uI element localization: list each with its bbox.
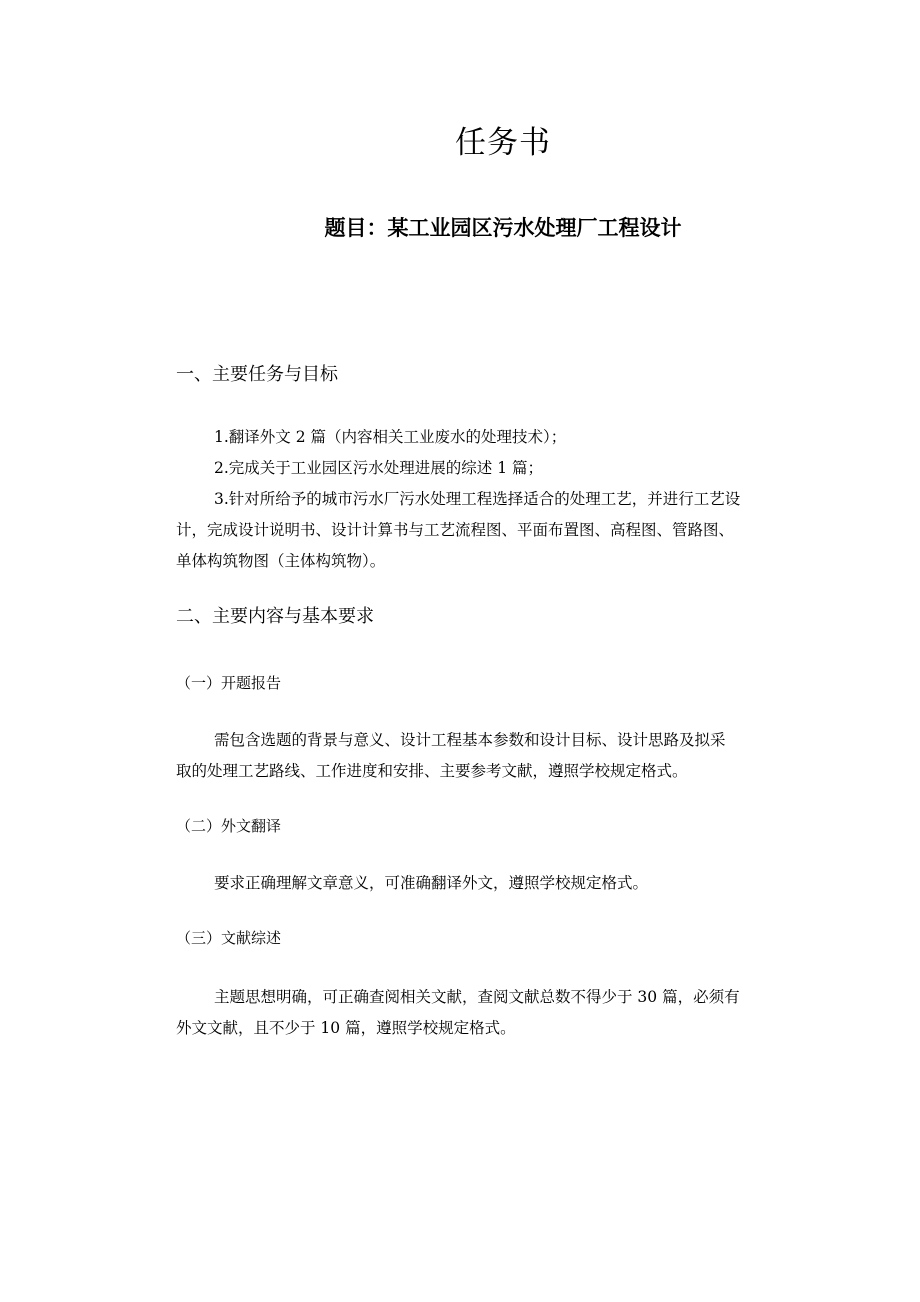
section-2-heading: 二、主要内容与基本要求 <box>176 606 374 627</box>
subsection-2-body <box>176 868 836 899</box>
section-1-heading: 一、主要任务与目标 <box>176 364 338 385</box>
subsection-1-line-2: 取的处理工艺路线、工作进度和安排、主要参考文献，遵照学校规定格式。 <box>176 762 688 780</box>
section-1-body <box>176 422 836 577</box>
task-item-2: 2.完成关于工业园区污水处理进展的综述 1 篇； <box>214 459 544 477</box>
subsection-3-body <box>176 982 836 1044</box>
task-item-3-line-2: 计，完成设计说明书、设计计算书与工艺流程图、平面布置图、高程图、管路图、 <box>176 521 735 539</box>
subsection-3-line-1: 主题思想明确，可正确查阅相关文献，查阅文献总数不得少于 30 篇，必须有 <box>214 988 740 1006</box>
document-title: 任务书 <box>455 125 551 161</box>
task-item-3-line-1: 3.针对所给予的城市污水厂污水处理工程选择适合的处理工艺，并进行工艺设 <box>214 490 741 508</box>
subsection-1-heading: （一）开题报告 <box>176 674 282 692</box>
subsection-1-body <box>176 725 836 787</box>
subsection-3-heading: （三）文献综述 <box>176 929 282 947</box>
subsection-2-line-1: 要求正确理解文章意义，可准确翻译外文，遵照学校规定格式。 <box>214 874 649 892</box>
subsection-2-heading: （二）外文翻译 <box>176 817 282 835</box>
task-item-1: 1.翻译外文 2 篇（内容相关工业废水的处理技术）； <box>214 428 567 446</box>
subsection-3-line-2: 外文文献，且不少于 10 篇，遵照学校规定格式。 <box>176 1019 516 1037</box>
task-item-3-line-3: 单体构筑物图（主体构筑物）。 <box>176 552 386 570</box>
document-subtitle: 题目：某工业园区污水处理厂工程设计 <box>324 216 682 240</box>
subsection-1-line-1: 需包含选题的背景与意义、设计工程基本参数和设计目标、设计思路及拟采 <box>214 731 726 749</box>
